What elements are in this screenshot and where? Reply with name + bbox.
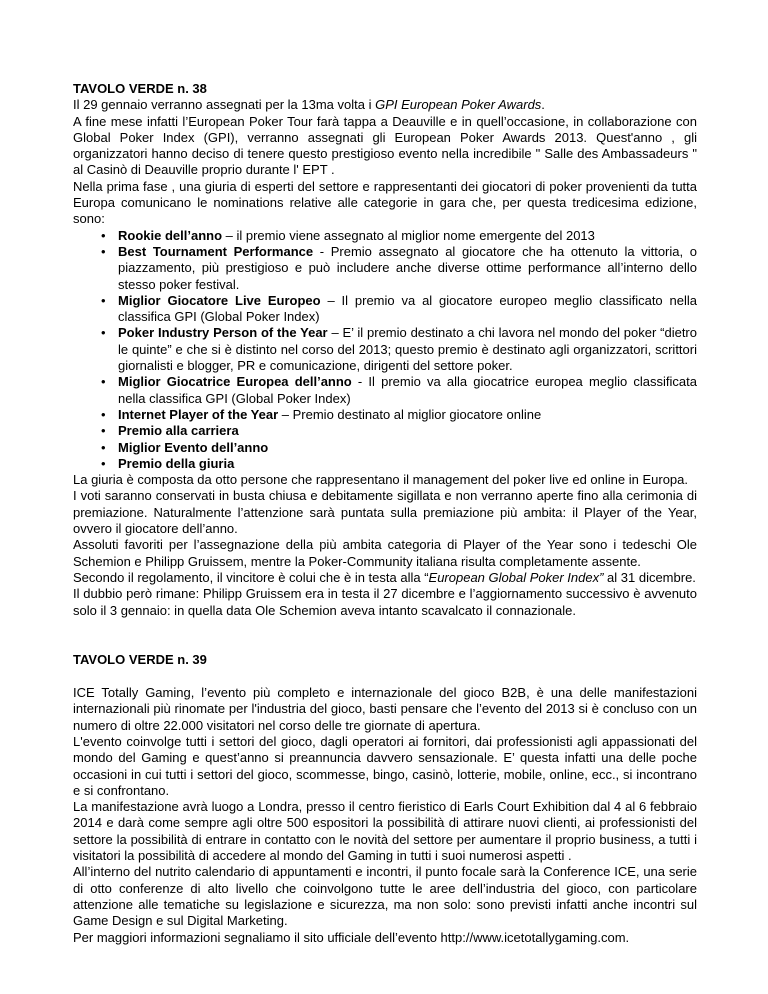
paragraph: A fine mese infatti l’European Poker Tour farà tappa a Deauville e in quell’occasione, in collaborazione con Global Poker Index (GPI), verranno assegnati gli European Poker Awards 2013. Quest'anno , gli organizzatori hanno deciso di tenere questo prestigioso evento nella incredibile " Salle des Ambassadeurs " al Casinò di Deauville proprio durante l' EPT . (73, 113, 697, 178)
category-desc: - Il premio va alla giocatrice europea meglio classificata nella classifica GPI (Global Poker Index) (118, 374, 697, 406)
paragraph-suffix: al 31 dicembre. (603, 569, 696, 585)
section-title: TAVOLO VERDE n. 39 (73, 651, 207, 667)
list-item (73, 407, 697, 423)
paragraph: I voti saranno conservati in busta chiusa e debitamente sigillata e non verranno aperte fino alla cerimonia di premiazione. Naturalmente l’attenzione sarà puntata sulla premiazione più ambita: il Player of the Year, ovvero il giocatore dell’anno. (73, 488, 697, 537)
intro-suffix: . (541, 97, 545, 113)
section-title: TAVOLO VERDE n. 38 (73, 81, 207, 96)
category-name: Premio alla carriera (118, 423, 239, 439)
section-tavolo-verde-39 (73, 652, 697, 946)
list-item (73, 456, 697, 472)
intro-emphasis: GPI European Poker Awards (375, 97, 542, 113)
spacer (73, 619, 697, 652)
paragraph: La giuria è composta da otto persone che rappresentano il management del poker live ed online in Europa. (73, 472, 689, 488)
paragraph: Per maggiori informazioni segnaliamo il sito ufficiale dell’evento http://www.icetotallygaming.com. (73, 929, 630, 945)
category-name: Miglior Giocatrice Europea dell’anno (118, 374, 352, 390)
category-name: Best Tournament Performance (118, 243, 314, 259)
paragraph (73, 570, 697, 586)
paragraph: La manifestazione avrà luogo a Londra, presso il centro fieristico di Earls Court Exhibition dal 4 al 6 febbraio 2014 e darà come sempre agli oltre 500 espositori la possibilità di attirare nuovi clienti, ai professionisti del settore la possibilità di entrare in contatto con le novità del settore per aumentare il proprio business, a tutti i visitatori la possibilità di accedere al mondo del Gaming in tutti i suoi numerosi aspetti . (73, 799, 697, 864)
category-name: Miglior Giocatore Live Europeo (118, 292, 321, 308)
bullet-icon: • (101, 374, 106, 390)
section-tavolo-verde-38 (73, 81, 697, 619)
category-name: Premio della giuria (118, 455, 235, 471)
list-item (73, 244, 697, 293)
paragraph: L'evento coinvolge tutti i settori del gioco, dagli operatori ai fornitori, dai professionisti agli appassionati del mondo del Gaming e quest’anno si preannuncia davvero sensazionale. E’ questa infatti una delle poche occasioni in cui tutti i settori del gioco, scommesse, bingo, casinò, lotterie, mobile, online, ecc., si incontrano e si confrontano. (73, 733, 697, 798)
bullet-icon: • (101, 423, 106, 439)
paragraph: Nella prima fase , una giuria di esperti del settore e rappresentanti dei giocatori di poker provenienti da tutta Europa comunicano le nominations relative alle categorie in gara che, per questa tredicesima edizione, sono: (73, 178, 697, 227)
list-item (73, 374, 697, 407)
award-category-list (73, 228, 697, 472)
category-name: Rookie dell’anno (118, 227, 223, 243)
paragraph: ICE Totally Gaming, l’evento più completo e internazionale del gioco B2B, è una delle manifestazioni internazionali più rinomate per l'industria del gioco, basti pensare che l’evento del 2013 si è concluso con un numero di oltre 22.000 visitatori nel corso delle tre giornate di apertura. (73, 685, 697, 733)
list-item (73, 228, 697, 244)
paragraph-text: Secondo il regolamento, il vincitore è colui che è in testa alla “ (73, 569, 429, 585)
document-page (73, 81, 697, 946)
spacer (73, 668, 697, 685)
category-desc: – Premio destinato al miglior giocatore online (278, 406, 542, 422)
list-item (73, 440, 697, 456)
category-name: Miglior Evento dell’anno (118, 439, 269, 455)
category-name: Internet Player of the Year (118, 406, 279, 422)
list-item (73, 423, 697, 439)
paragraph: Assoluti favoriti per l’assegnazione della più ambita categoria di Player of the Year sono i tedeschi Ole Schemion e Philipp Gruissem, mentre la Poker-Community italiana risulta completamente assente. (73, 537, 697, 569)
paragraph: All’interno del nutrito calendario di appuntamenti e incontri, il punto focale sarà la Conference ICE, una serie di otto conferenze di alto livello che coinvolgono tutte le aree dell’industria del gioco, con particolare attenzione alle tematiche su legislazione e sicurezza, ma non solo: sono previsti infatti anche incontri sul Game Design e sul Digital Marketing. (73, 864, 697, 929)
category-desc: – il premio viene assegnato al miglior nome emergente del 2013 (222, 227, 595, 243)
category-name: Poker Industry Person of the Year (118, 325, 328, 341)
bullet-icon: • (101, 455, 106, 471)
bullet-icon: • (101, 243, 106, 259)
category-desc: - Premio assegnato al giocatore che ha ottenuto la vittoria, o piazzamento, più prestigioso e può includere anche diverse ottime performance all’interno dello stesso poker festival. (118, 243, 697, 292)
paragraph: Il dubbio però rimane: Philipp Gruissem era in testa il 27 dicembre e l’aggiornamento successivo è avvenuto solo il 3 gennaio: in quella data Ole Schemion aveva intanto scavalcato il connazionale. (73, 586, 697, 618)
list-item (73, 325, 697, 374)
intro-paragraph (73, 97, 697, 113)
bullet-icon: • (101, 292, 106, 308)
category-desc: – Il premio va al giocatore europeo meglio classificato nella classifica GPI (Global Poker Index) (118, 292, 697, 325)
bullet-icon: • (101, 227, 106, 243)
bullet-icon: • (101, 439, 106, 455)
bullet-icon: • (101, 406, 106, 422)
list-item (73, 293, 697, 326)
paragraph-emphasis: European Global Poker Index” (428, 569, 604, 585)
intro-text: Il 29 gennaio verranno assegnati per la 13ma volta i (73, 97, 376, 113)
bullet-icon: • (101, 325, 106, 341)
category-desc: – E’ il premio destinato a chi lavora nel mondo del poker “dietro le quinte” e che si è distinto nel corso del 2013; questo premio è destinato agli organizzatori, scrittori giornalisti e blogger, PR e comunicazione, dirigenti del settore poker. (118, 325, 697, 374)
